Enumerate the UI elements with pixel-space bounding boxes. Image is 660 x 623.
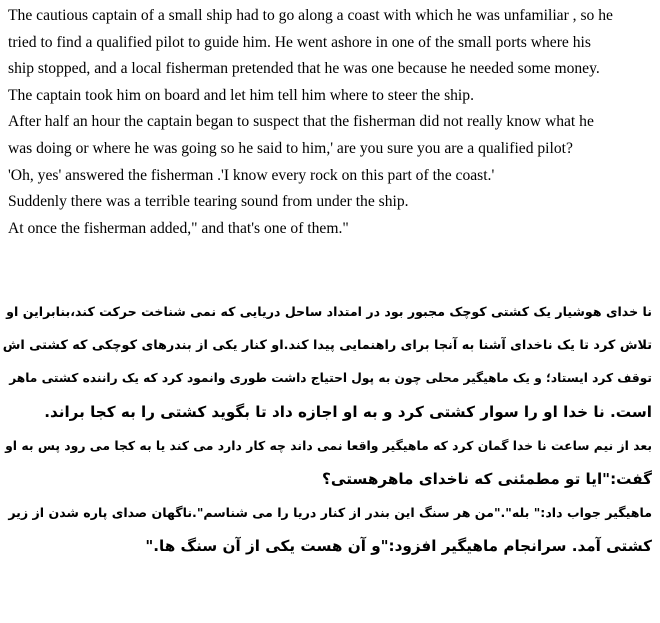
persian-line-4: است. نا خدا او را سوار کشتی کرد و به او اجازه داد تا بگوید کشتی را به کجا براند. [44,402,652,421]
english-line-3: ship stopped, and a local fisherman pretended that he was one because he needed some money. [8,60,600,78]
english-line-6: was doing or where he was going so he said to him,' are you sure you are a qualified pilot? [8,139,573,157]
english-passage [8,3,658,242]
persian-line-1: نا خدای هوشیار یک کشتی کوچک مجبور بود در امتداد ساحل دریایی که نمی شناخت حرکت کند،بنابراین او [6,304,652,319]
english-line-2: tried to find a qualified pilot to guide him. He went ashore in one of the small ports where his [8,33,591,51]
english-line-8: Suddenly there was a terrible tearing sound from under the ship. [8,193,409,211]
persian-line-2: تلاش کرد تا یک ناخدای آشنا به آنجا برای راهنمایی پیدا کند.او کنار یکی از بندرهای کوچکی که کشتی اش [2,337,652,353]
english-line-4: The captain took him on board and let him tell him where to steer the ship. [8,86,474,104]
persian-line-8: کشتی آمد. سرانجام ماهیگیر افزود:"و آن هست یکی از آن سنگ ها." [145,536,652,555]
persian-line-3: توقف کرد ایستاد؛ و یک ماهیگیر محلی چون به پول احتیاج داشت طوری وانمود کرد که یک راننده کشتی ماهر [9,371,652,385]
english-line-1: The cautious captain of a small ship had to go along a coast with which he was unfamiliar , so he [8,7,613,24]
persian-line-7: ماهیگیر جواب داد:" بله"."من هر سنگ این بندر از کنار دریا را می شناسم".ناگهان صدای پاره شدن از زیر [8,505,652,520]
persian-line-5: بعد از نیم ساعت نا خدا گمان کرد که ماهیگیر واقعا نمی داند چه کار دارد می کند یا به کجا می رود پس به او [5,438,652,453]
english-line-5: After half an hour the captain began to suspect that the fisherman did not really know what he [8,113,594,131]
persian-translation [2,295,652,563]
english-line-9: At once the fisherman added," and that's one of them." [8,219,349,237]
persian-line-6: گفت:"ایا تو مطمئنی که ناخدای ماهرهستی؟ [322,469,652,488]
english-line-7: 'Oh, yes' answered the fisherman .'I know every rock on this part of the coast.' [8,166,495,184]
